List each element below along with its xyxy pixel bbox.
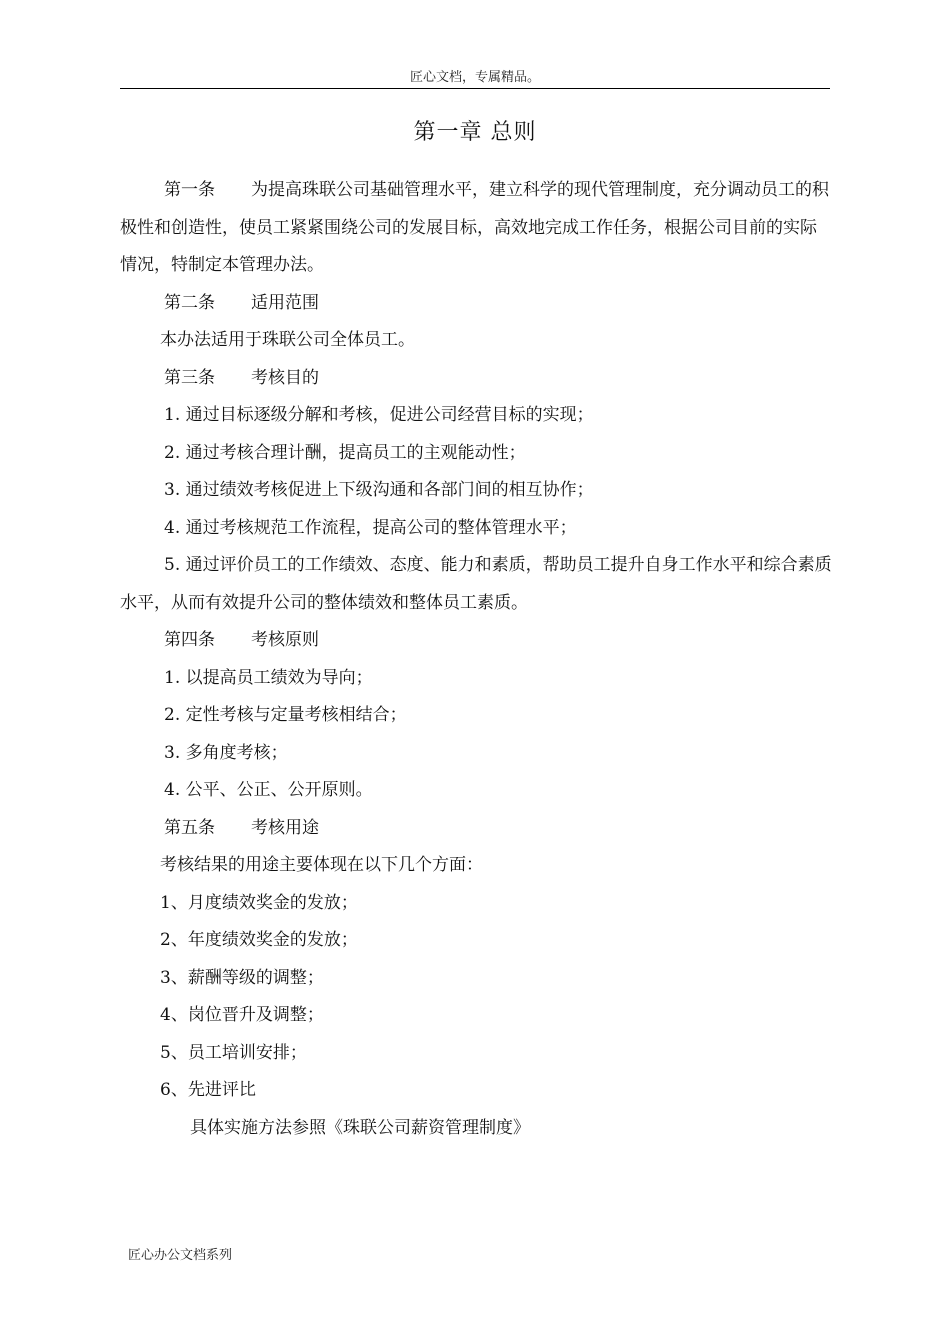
list-item: 2. 定性考核与定量考核相结合； [164, 705, 407, 725]
list-item: 1. 以提高员工绩效为导向； [164, 667, 373, 688]
article-5-heading [120, 810, 832, 848]
list-item: 4. 通过考核规范工作流程，提高公司的整体管理水平； [164, 517, 577, 538]
article-4-heading [120, 622, 832, 660]
article-2-heading [120, 285, 832, 323]
page-header: 匠心文档，专属精品。 [409, 70, 540, 85]
article-1-label: 第一条 [164, 180, 215, 200]
list-item: 5、员工培训安排； [160, 1042, 307, 1063]
list-item: 2、年度绩效奖金的发放； [160, 930, 358, 950]
article-3-heading [120, 360, 832, 398]
list-item: 5. 通过评价员工的工作绩效、态度、能力和素质，帮助员工提升自身工作水平和综合素质水平，从而有效提升公司的整体绩效和整体员工素质。 [120, 555, 832, 613]
article-4-label: 第四条 [164, 630, 215, 650]
article-4-title: 考核原则 [251, 630, 319, 650]
article-1-text: 为提高珠联公司基础管理水平，建立科学的现代管理制度，充分调动员工的积极性和创造性，使员工紧紧围绕公司的发展目标，高效地完成工作任务，根据公司目前的实际情况，特制定本管理办法。 [120, 180, 829, 275]
article-5-label: 第五条 [164, 817, 215, 838]
article-2-label: 第二条 [164, 292, 215, 313]
article-1 [120, 172, 832, 285]
page-footer: 匠心办公文档系列 [128, 1248, 233, 1263]
article-5-intro: 考核结果的用途主要体现在以下几个方面： [160, 855, 483, 875]
list-item: 4. 公平、公正、公开原则。 [164, 780, 373, 800]
list-item: 1、月度绩效奖金的发放； [160, 892, 358, 913]
list-item: 2. 通过考核合理计酬，提高员工的主观能动性； [164, 442, 526, 463]
list-item: 3. 通过绩效考核促进上下级沟通和各部门间的相互协作； [164, 480, 594, 500]
list-item: 4、岗位晋升及调整； [160, 1005, 324, 1025]
list-item: 3、薪酬等级的调整； [160, 967, 324, 988]
list-item: 1. 通过目标逐级分解和考核，促进公司经营目标的实现； [164, 405, 594, 425]
header-rule [120, 88, 830, 89]
article-5-title: 考核用途 [251, 817, 319, 838]
article-2-text: 本办法适用于珠联公司全体员工。 [160, 330, 415, 350]
chapter-title: 第一章 总则 [413, 120, 537, 145]
list-item: 6、先进评比 [160, 1080, 256, 1100]
document-body [120, 172, 832, 1147]
article-2-title: 适用范围 [251, 292, 319, 313]
article-3-label: 第三条 [164, 367, 215, 388]
list-item: 3. 多角度考核； [164, 742, 288, 763]
article-3-title: 考核目的 [251, 367, 319, 388]
article-5-note: 具体实施方法参照《珠联公司薪资管理制度》 [190, 1117, 530, 1138]
